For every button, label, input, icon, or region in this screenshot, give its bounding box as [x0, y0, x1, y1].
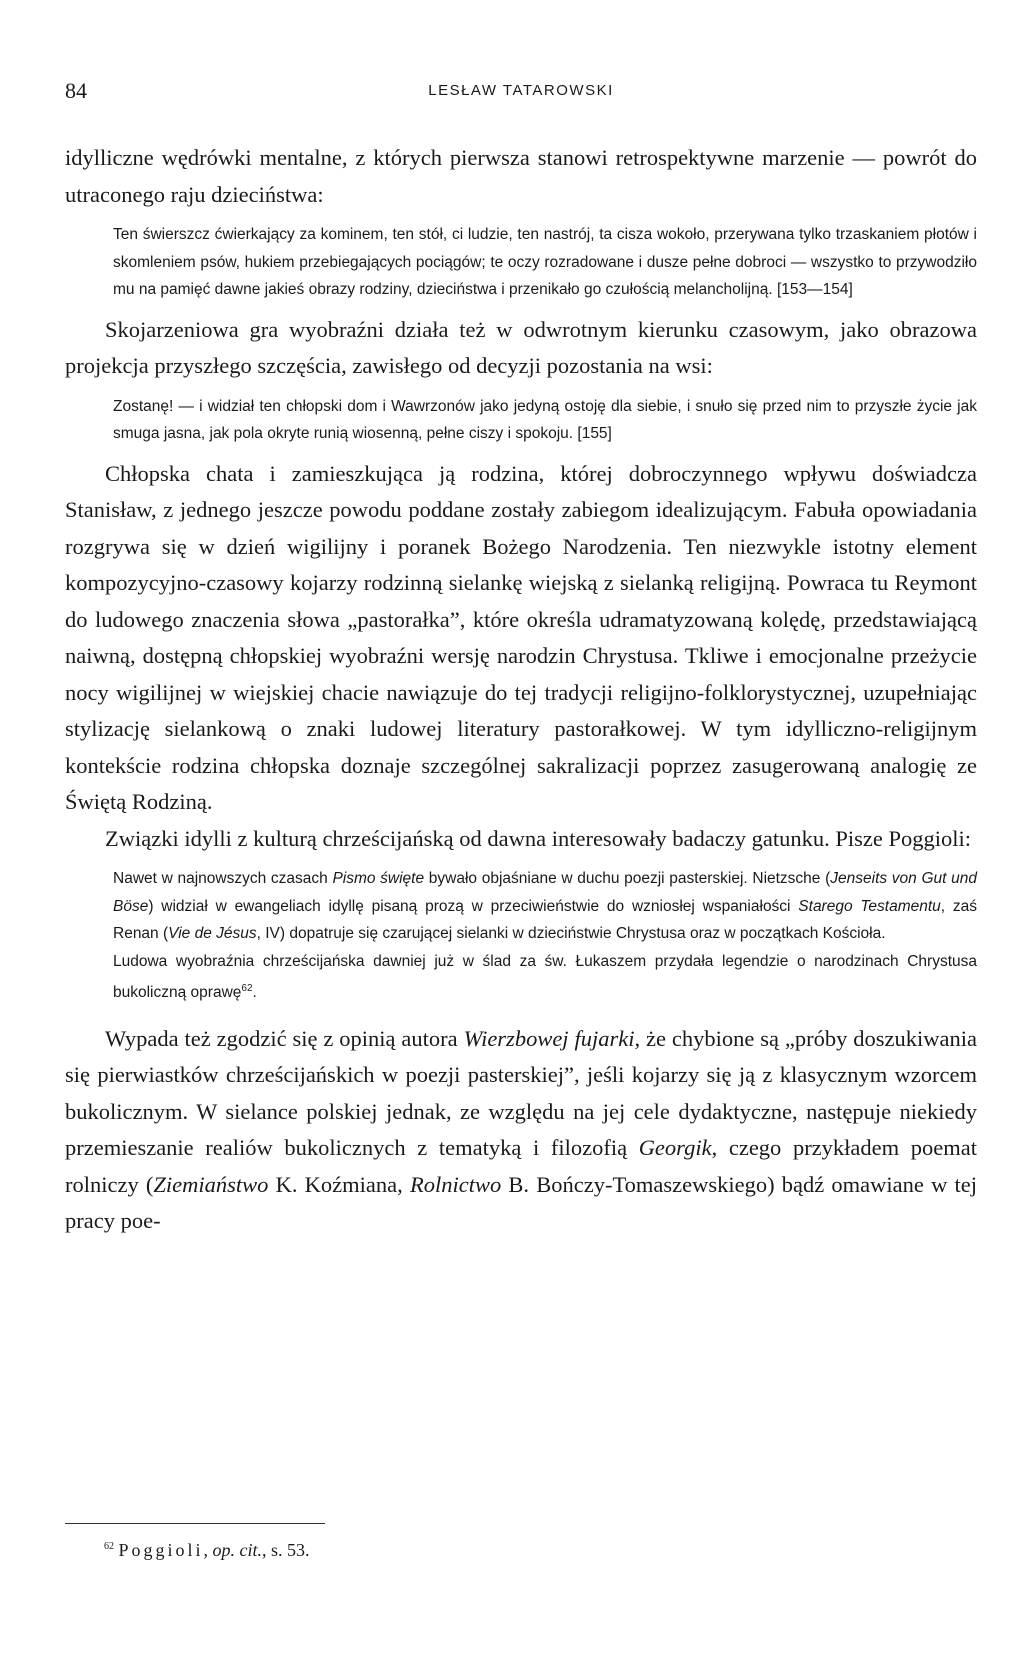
paragraph-5: Wypada też zgodzić się z opinią autora Wierzbowej fujarki, że chybione są „próby doszukiwania się pierwiastków chrześcijańskich w poezji pasterskiej”, jeśli kojarzy się ją z klasycznym wzorcem bukolicznym. W sielance polskiej jednak, ze względu na jej cele dydaktyczne, następuje niekiedy przemieszanie realiów bukolicznych z tematyką i filozofią Georgik, czego przykładem poemat rolniczy (Ziemiaństwo K. Koźmiana, Rolnictwo B. Bończy-Tomaszewskiego) bądź omawiane w tej pracy poe- — [65, 1025, 978, 1234]
footnote-author: Poggioli — [118, 1540, 204, 1560]
block-quote-4: Ludowa wyobraźnia chrześcijańska dawniej już w ślad za św. Łukaszem przydała legendzie o narodzinach Chrystusa bukoliczną oprawę$^{62}$. — [113, 952, 977, 1002]
block-quote-2: Zostanę! — i widział ten chłopski dom i Wawrzonów jako jedyną ostoję dla siebie, i snuło się przed nim to przyszłe życie jak smuga jasna, jak pola okryte runią wiosenną, pełne ciszy i spokoju. [155] — [113, 397, 977, 442]
footnote-62: $^{62}$ Poggioli, op. cit., s. 53. — [104, 1540, 310, 1560]
running-head: LESŁAW TATAROWSKI — [428, 82, 614, 99]
footnote-divider — [65, 1523, 325, 1524]
page-header — [65, 78, 977, 108]
paragraph-1: idylliczne wędrówki mentalne, z których pierwsza stanowi retrospektywne marzenie — powrót do utraconego raju dzieciństwa: — [65, 145, 977, 207]
block-quote-1: Ten świerszcz ćwierkający za kominem, ten stół, ci ludzie, ten nastrój, ta cisza wokoło, przerywana tylko trzaskaniem płotów i skomleniem psów, hukiem przebiegających pociągów; te oczy rozradowane i dusze pełne dobroci — wszystko to przywodziło mu na pamięć dawne jakieś obrazy rodziny, dzieciństwa i przenikało go czułością melancholijną. [153—154] — [113, 226, 977, 298]
paragraph-3: Chłopska chata i zamieszkująca ją rodzina, której dobroczynnego wpływu doświadcza Stanisław, z jednego jeszcze powodu poddane zostały zabiegom idealizującym. Fabuła opowiadania rozgrywa się w dzień wigilijny i poranek Bożego Narodzenia. Ten niezwykle istotny element kompozycyjno-czasowy kojarzy rodzinną sielankę wiejską z sielanką religijną. Powraca tu Reymont do ludowego znaczenia słowa „pastorałka”, które określa udramatyzowaną kolędę, przedstawiającą naiwną, dostępną chłopskiej wyobraźni wersję narodzin Chrystusa. Tkliwe i emocjonalne przeżycie nocy wigilijnej w wiejskiej chacie nawiązuje do tej tradycji religijno-folklorystycznej, uzupełniając stylizację sielankową o znaki ludowej literatury pastorałkowej. W tym idylliczno-religijnym kontekście rodzina chłopska doznaje szczególnej sakralizacji poprzez zasugerowaną analogię ze Świętą Rodziną. — [65, 460, 977, 814]
block-quote-3: Nawet w najnowszych czasach Pismo święte bywało objaśniane w duchu poezji pasterskiej. Nietzsche (Jenseits von Gut und Böse) widział w ewangeliach idyllę pisaną prozą w przeciwieństwie do wzniosłej wspaniałości Starego Testamentu, zaś Renan (Vie de Jésus, IV) dopatruje się czarującej sielanki w dzieciństwie Chrystusa oraz w początkach Kościoła. — [113, 870, 978, 942]
footnote-ref: op. cit. — [212, 1540, 263, 1560]
footnote-ref-62[interactable]: 62 — [241, 983, 253, 994]
paragraph-4: Związki idylli z kulturą chrześcijańską od dawna interesowały badaczy gatunku. Pisze Poggioli: — [105, 825, 971, 851]
page-body — [65, 140, 977, 1240]
paragraph-2: Skojarzeniowa gra wyobraźni działa też w odwrotnym kierunku czasowym, jako obrazowa projekcja przyszłego szczęścia, zawisłego od decyzji pozostania na wsi: — [65, 316, 977, 378]
footnote-mark: 62 — [104, 1541, 114, 1552]
page-number: 84 — [65, 78, 87, 103]
